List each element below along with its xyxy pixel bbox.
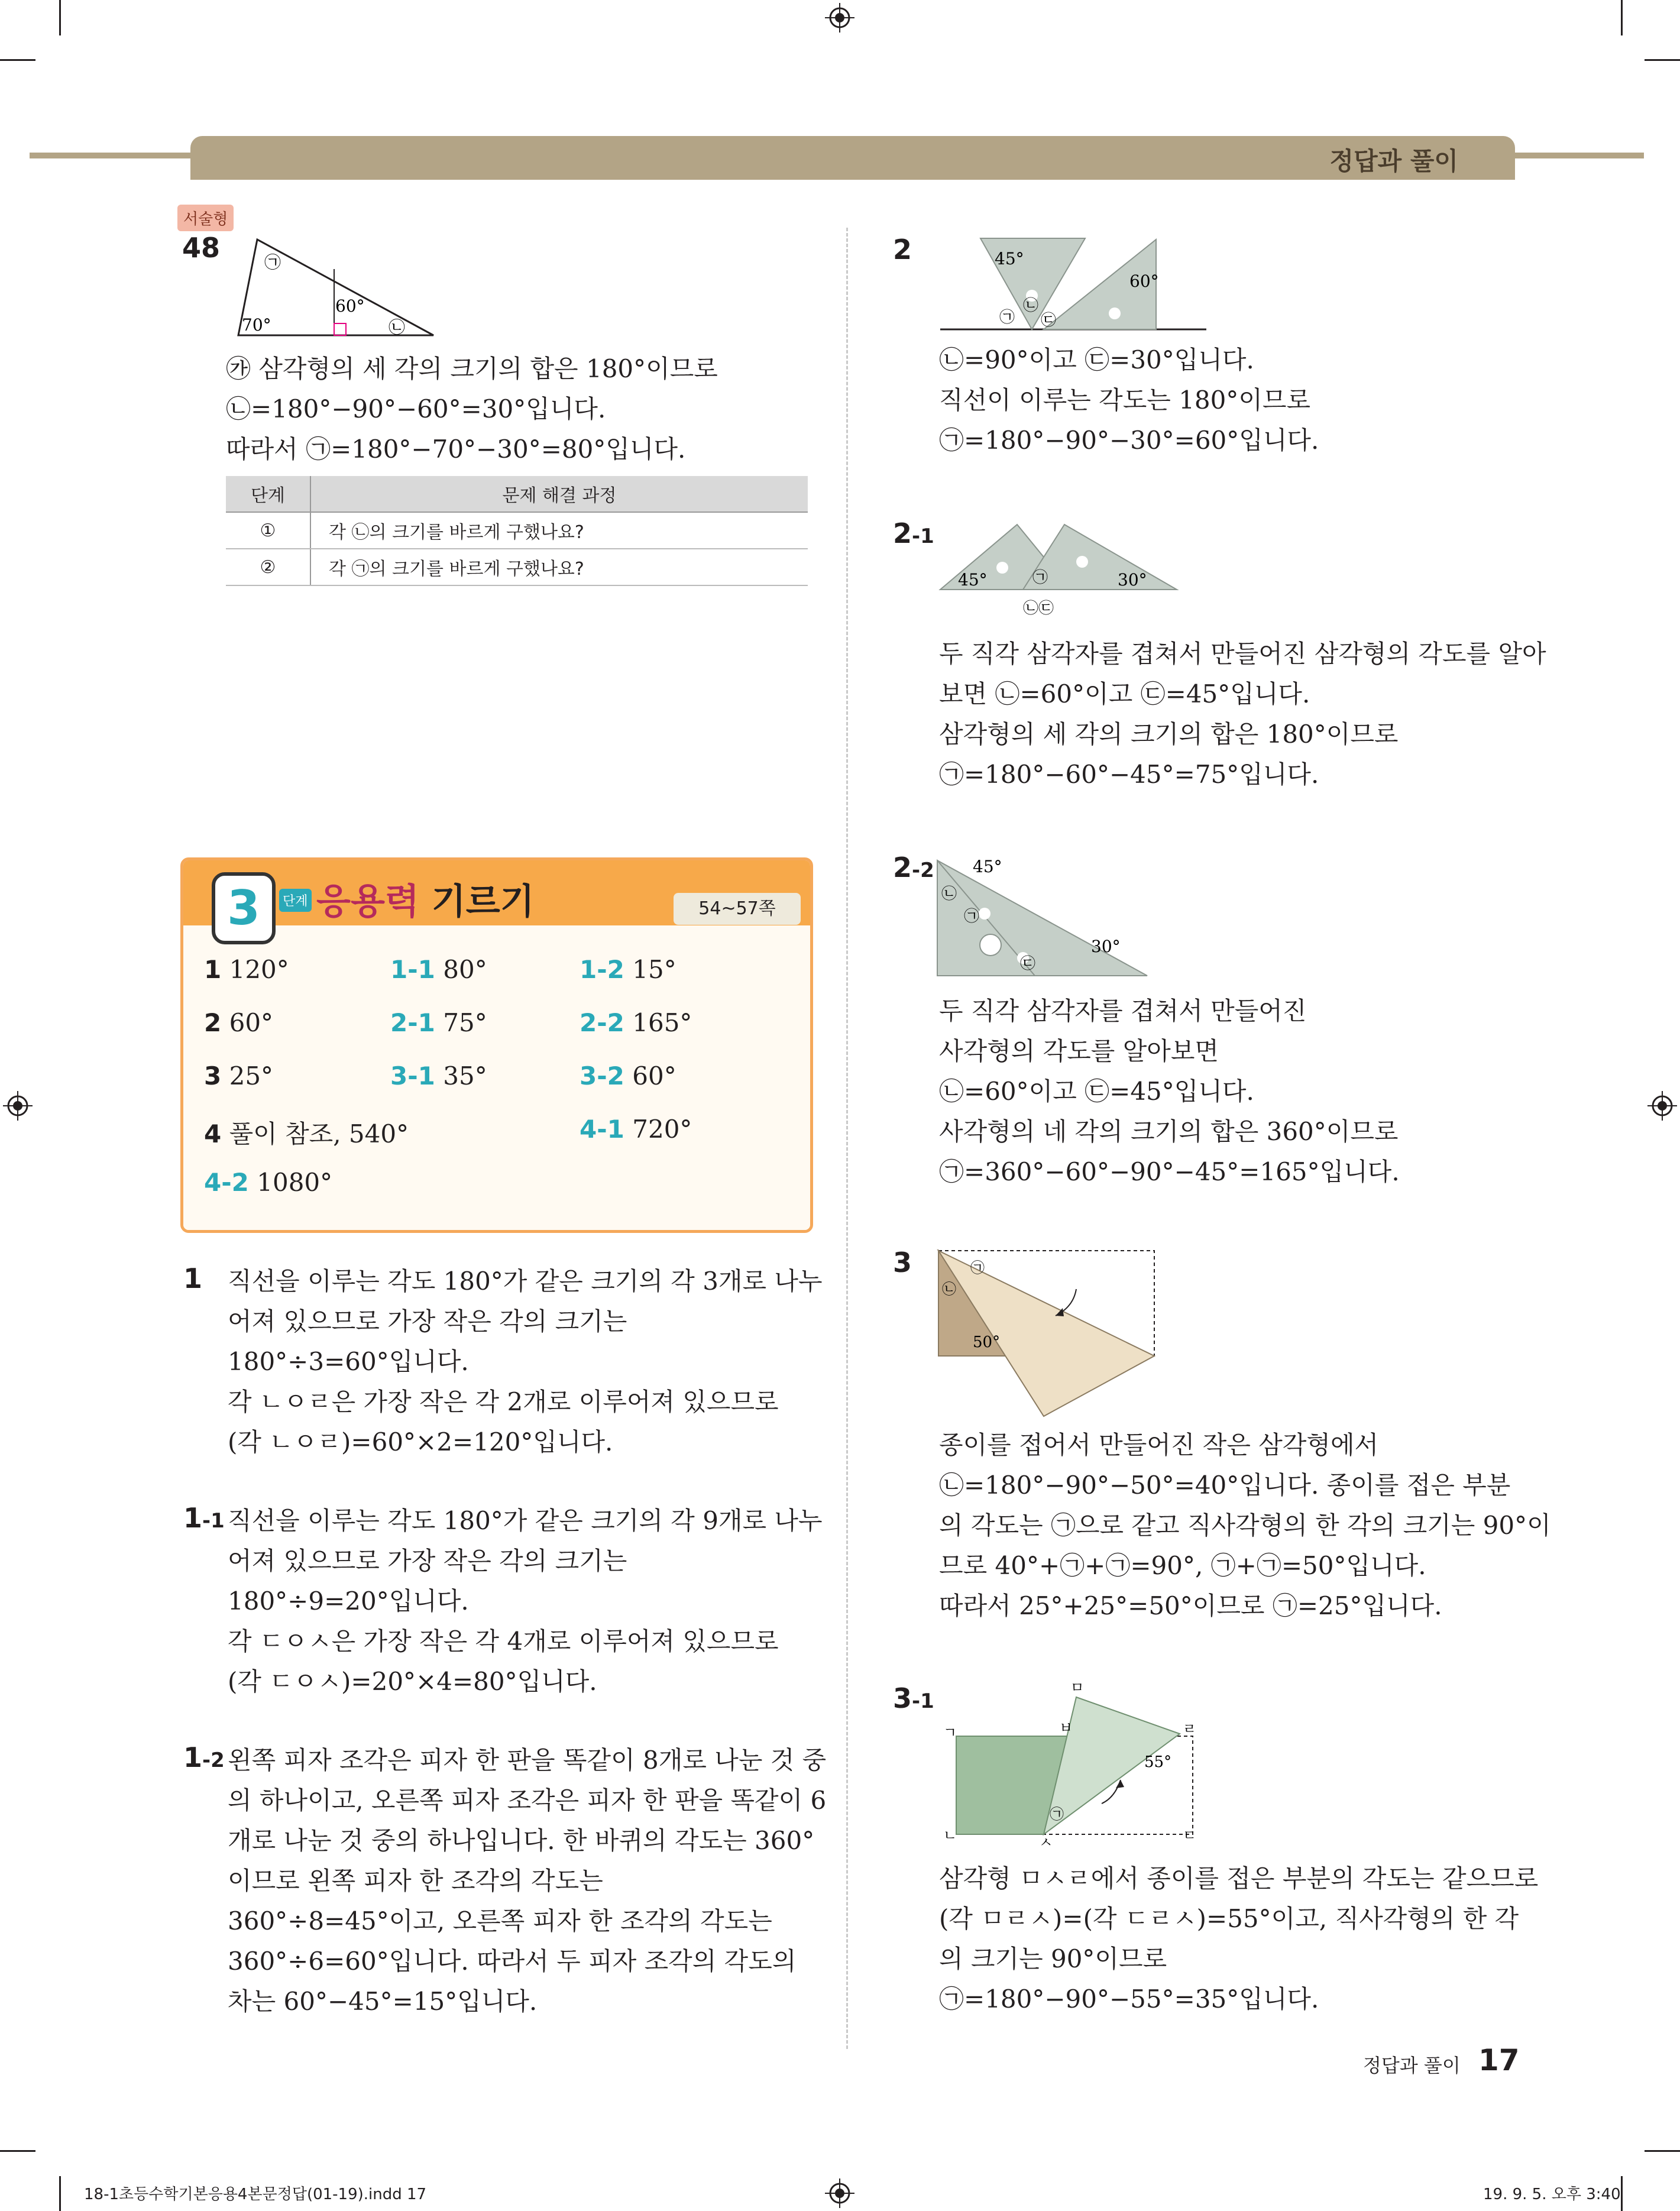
stage-label: 단계 (279, 889, 312, 912)
solution-line: 두 직각 삼각자를 겹쳐서 만들어진 (939, 996, 1307, 1025)
solution-line: 직선을 이루는 각도 180°가 같은 크기의 각 9개로 나누 (228, 1506, 823, 1535)
fig-label-b: ㉡ (389, 318, 406, 337)
answer-item: 1-2 15° (580, 955, 676, 984)
folded-paper-figure (931, 1242, 1168, 1419)
solution-line: ㉡=90°이고 ㉢=30°입니다. (939, 345, 1254, 374)
solution-line: 두 직각 삼각자를 겹쳐서 만들어진 삼각형의 각도를 알아 (939, 639, 1546, 668)
registration-mark (3, 1091, 33, 1121)
fig-label-a: ㉠ (1050, 1806, 1064, 1822)
table-cell-desc: 각 ㉠의 크기를 바르게 구했나요? (310, 549, 808, 585)
solution-1-1 (228, 1501, 823, 1702)
solution-line: 왼쪽 피자 조각은 피자 한 판을 똑같이 8개로 나눈 것 중 (228, 1746, 827, 1775)
solution-line: 180°÷3=60°입니다. (228, 1347, 469, 1376)
solution-2-2 (939, 991, 1400, 1192)
problem-number: 1 (183, 1262, 203, 1294)
fig-label-b: ㉡ (942, 1281, 956, 1297)
solution-1 (228, 1261, 823, 1462)
set-square-figure (928, 228, 1212, 334)
registration-mark (825, 2178, 854, 2208)
solution-line: ㉠=180°−60°−45°=75°입니다. (939, 760, 1319, 789)
fig-angle-30: 30° (1091, 937, 1121, 956)
fig-label-m: ㅁ (1070, 1679, 1085, 1696)
crop-mark (1645, 59, 1680, 61)
fig-label-a: ㉠ (999, 309, 1015, 326)
problem-number: 48 (182, 232, 221, 264)
section-title-part1: 응용력 (316, 881, 419, 922)
solution-1-2 (228, 1740, 826, 2022)
fig-angle-50: 50° (973, 1333, 1001, 1351)
table-header-process: 문제 해결 과정 (310, 476, 808, 512)
solution-line: ㉠=180°−90°−55°=35°입니다. (939, 1985, 1319, 2013)
solution-line: 보면 ㉡=60°이고 ㉢=45°입니다. (939, 679, 1310, 708)
fig-angle-30: 30° (1118, 570, 1147, 590)
solution-line: (각 ㄷㅇㅅ)=20°×4=80°입니다. (228, 1667, 597, 1696)
crop-mark (0, 2150, 35, 2152)
fig-angle-70: 70° (242, 315, 271, 335)
solution-line: 의 하나이고, 오른쪽 피자 조각은 피자 한 판을 똑같이 6 (228, 1786, 827, 1815)
triangle-figure (234, 234, 438, 340)
crop-mark (1621, 2176, 1623, 2211)
solution-line: ㉠=180°−90°−30°=60°입니다. (939, 426, 1319, 455)
answer-item: 3 25° (204, 1061, 274, 1090)
fig-label-g: ㄱ (943, 1724, 957, 1741)
footer-timestamp: 19. 9. 5. 오후 3:40 (1483, 2186, 1621, 2203)
problem-number: 1-2 (183, 1741, 225, 1773)
footer-file-info: 18-1초등수학기본응용4본문정답(01-19).indd 17 (84, 2186, 427, 2203)
solution-line: 직선이 이루는 각도는 180°이므로 (939, 386, 1311, 415)
column-divider (846, 228, 848, 2049)
answer-item: 3-2 60° (580, 1061, 676, 1090)
solution-line: 차는 60°−45°=15°입니다. (228, 1987, 538, 2016)
page-range-tag: 54~57쪽 (674, 893, 801, 925)
stage-number: 3 (212, 872, 276, 944)
answer-item: 2-1 75° (390, 1008, 487, 1037)
folded-rectangle-figure (943, 1679, 1215, 1851)
fig-label-bc: ㉡㉢ (1023, 600, 1054, 617)
header-tab (190, 136, 1515, 180)
solution-3 (939, 1425, 1551, 1626)
fig-label-c: ㉢ (1020, 955, 1036, 973)
fig-label-a: ㉠ (264, 252, 281, 272)
table-row (226, 512, 808, 549)
answer-item: 4-2 1080° (204, 1168, 333, 1197)
solution-line: 따라서 ㉠=180°−70°−30°=80°입니다. (226, 435, 686, 464)
solution-line: ㉡=180°−90°−60°=30°입니다. (226, 394, 606, 423)
section-title-part2: 기르기 (419, 881, 535, 922)
solution-line: 직선을 이루는 각도 180°가 같은 크기의 각 3개로 나누 (228, 1267, 823, 1296)
fig-label-c: ㉢ (1041, 312, 1057, 329)
solution-line: 따라서 25°+25°=50°이므로 ㉠=25°입니다. (939, 1591, 1442, 1620)
crop-mark (1645, 2150, 1680, 2152)
problem-number: 3-1 (893, 1682, 934, 1714)
table-cell-desc: 각 ㉡의 크기를 바르게 구했나요? (310, 512, 808, 549)
fig-label-b: ㉡ (1023, 297, 1039, 315)
solution-line: ㉠=360°−60°−90°−45°=165°입니다. (939, 1157, 1400, 1186)
crop-mark (59, 0, 61, 35)
crop-mark (0, 59, 35, 61)
answer-item: 1-1 80° (390, 955, 487, 984)
solution-48 (226, 349, 718, 470)
fig-label-b: ㉡ (941, 885, 957, 903)
fig-label-d: ㄷ (1183, 1827, 1197, 1844)
solution-line: 사각형의 네 각의 크기의 합은 360°이므로 (939, 1117, 1399, 1146)
solution-2 (939, 340, 1319, 461)
solution-line: 이므로 왼쪽 피자 한 조각의 각도는 (228, 1866, 603, 1895)
fig-label-r: ㄹ (1183, 1721, 1197, 1737)
registration-mark (825, 3, 854, 33)
problem-number: 2-1 (893, 517, 934, 549)
solution-line: 180°÷9=20°입니다. (228, 1587, 469, 1616)
answer-item: 2-2 165° (580, 1008, 692, 1037)
solution-line: 어져 있으므로 가장 작은 각의 크기는 (228, 1546, 627, 1575)
solution-line: 종이를 접어서 만들어진 작은 삼각형에서 (939, 1430, 1379, 1459)
fig-label-a: ㉠ (970, 1260, 985, 1276)
fig-angle-45: 45° (958, 570, 988, 590)
solution-line: ㉡=180°−90°−50°=40°입니다. 종이를 접은 부분 (939, 1471, 1511, 1500)
answer-item: 1 120° (204, 955, 289, 984)
solution-line: 삼각형의 세 각의 크기의 합은 180°이므로 (939, 720, 1399, 749)
solution-line: 각 ㄴㅇㄹ은 가장 작은 각 2개로 이루어져 있으므로 (228, 1387, 779, 1416)
fig-label-s: ㅅ (1039, 1834, 1053, 1851)
answer-summary-box (180, 857, 813, 1233)
fig-label-b: ㅂ (1059, 1720, 1073, 1736)
table-cell-step: ② (226, 549, 310, 585)
table-cell-step: ① (226, 512, 310, 549)
fig-angle-60: 60° (1129, 271, 1159, 291)
fig-angle-55: 55° (1144, 1753, 1172, 1771)
solution-3-1 (939, 1859, 1538, 2019)
solution-line: 360°÷6=60°입니다. 따라서 두 피자 조각의 각도의 (228, 1947, 797, 1976)
solution-line: 어져 있으므로 가장 작은 각의 크기는 (228, 1307, 627, 1336)
section-title (316, 873, 535, 924)
answer-item: 4-1 720° (580, 1115, 692, 1144)
answer-item: 2 60° (204, 1008, 274, 1037)
solution-line: ㉡=60°이고 ㉢=45°입니다. (939, 1077, 1254, 1106)
set-square-figure (928, 517, 1189, 624)
answer-item: 4 풀이 참조, 540° (204, 1119, 409, 1148)
solution-line: 삼각형 ㅁㅅㄹ에서 종이를 접은 부분의 각도는 같으므로 (939, 1864, 1539, 1893)
solution-line: (각 ㄴㅇㄹ)=60°×2=120°입니다. (228, 1427, 613, 1456)
essay-type-badge: 서술형 (177, 205, 234, 231)
header-title: 정답과 풀이 (1329, 147, 1458, 176)
table-header-step: 단계 (226, 476, 310, 512)
solution-line: 므로 40°+㉠+㉠=90°, ㉠+㉠=50°입니다. (939, 1551, 1426, 1580)
set-square-figure (928, 852, 1177, 988)
scoring-table (226, 476, 808, 586)
fig-angle-45: 45° (973, 857, 1002, 876)
crop-mark (1621, 0, 1623, 35)
page-number: 17 (1478, 2043, 1520, 2077)
solution-line: ㉮ 삼각형의 세 각의 크기의 합은 180°이므로 (226, 354, 718, 383)
problem-number: 2 (893, 234, 912, 266)
solution-line: (각 ㅁㄹㅅ)=(각 ㄷㄹㅅ)=55°이고, 직사각형의 한 각 (939, 1904, 1519, 1933)
fig-angle-45: 45° (995, 249, 1024, 268)
solution-line: 의 크기는 90°이므로 (939, 1944, 1167, 1973)
problem-number: 1-1 (183, 1502, 225, 1534)
footer-label: 정답과 풀이 (1363, 2054, 1461, 2077)
solution-line: 의 각도는 ㉠으로 같고 직사각형의 한 각의 크기는 90°이 (939, 1511, 1551, 1540)
crop-mark (59, 2176, 61, 2211)
solution-line: 개로 나눈 것 중의 하나입니다. 한 바퀴의 각도는 360° (228, 1826, 815, 1855)
answer-item: 3-1 35° (390, 1061, 487, 1090)
fig-label-a: ㉠ (1032, 569, 1048, 587)
fig-label-n: ㄴ (943, 1827, 957, 1844)
solution-line: 사각형의 각도를 알아보면 (939, 1037, 1219, 1066)
solution-line: 360°÷8=45°이고, 오른쪽 피자 한 조각의 각도는 (228, 1906, 772, 1935)
problem-number: 3 (893, 1247, 912, 1278)
fig-label-a: ㉠ (964, 908, 980, 925)
registration-mark (1647, 1091, 1677, 1121)
solution-line: 각 ㄷㅇㅅ은 가장 작은 각 4개로 이루어져 있으므로 (228, 1627, 779, 1656)
fig-angle-60: 60° (335, 296, 365, 316)
solution-2-1 (939, 634, 1546, 795)
table-row (226, 549, 808, 585)
problem-number: 2-2 (893, 852, 934, 883)
